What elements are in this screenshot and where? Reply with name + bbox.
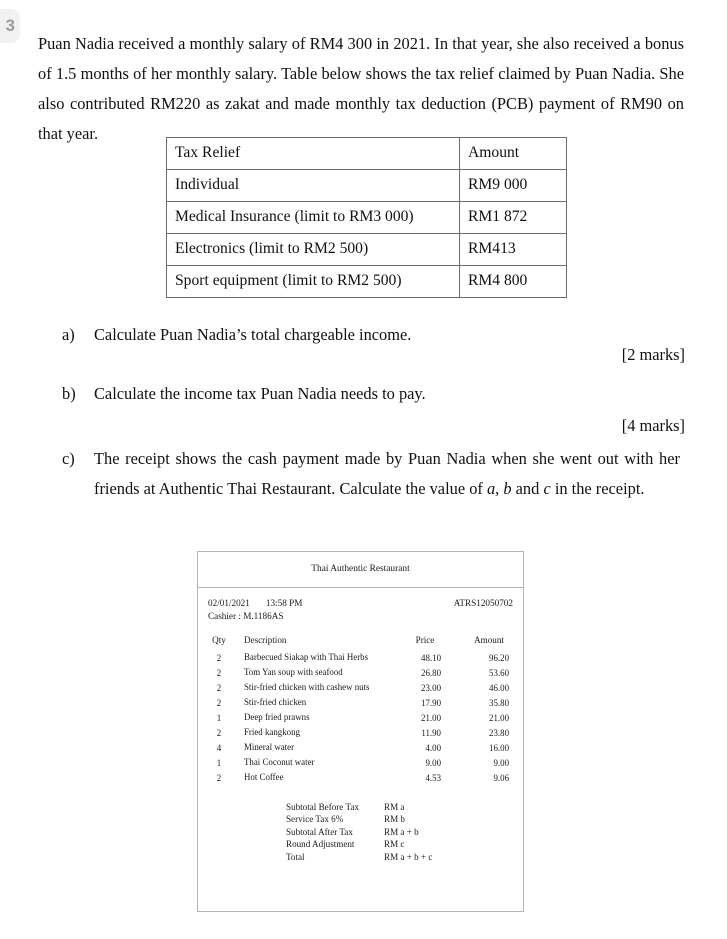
- item-description: Thai Coconut water: [244, 757, 315, 767]
- item-amount: 35.80: [489, 697, 509, 708]
- question-text-c-part2: in the receipt.: [550, 479, 645, 498]
- separator-comma: ,: [495, 479, 504, 498]
- question-text-a: Calculate Puan Nadia’s total chargeable income.: [94, 325, 412, 344]
- receipt-totals: [198, 801, 523, 863]
- item-amount: 53.60: [489, 667, 509, 678]
- variable-a: a: [486, 479, 496, 498]
- table-row: [167, 234, 567, 266]
- item-amount: 23.80: [489, 727, 509, 738]
- item-qty: 2: [216, 772, 222, 783]
- totals-row: [286, 813, 523, 825]
- relief-label: Electronics (limit to RM2 500): [167, 234, 460, 266]
- table-row: [167, 202, 567, 234]
- receipt-restaurant-name: Thai Authentic Restaurant: [198, 552, 523, 588]
- relief-amount: RM4 800: [460, 266, 567, 298]
- receipt-item-row: [198, 725, 523, 740]
- question-marker-a: a): [62, 325, 75, 344]
- item-description: Tom Yan soup with seafood: [244, 667, 343, 677]
- item-qty: 2: [216, 727, 222, 738]
- totals-row: [286, 838, 523, 850]
- marks-a: [2 marks]: [621, 345, 685, 364]
- variable-b: b: [503, 479, 512, 498]
- table-header-row: [167, 138, 567, 170]
- question-part-c: [62, 444, 680, 504]
- receipt-item-row: [198, 680, 523, 695]
- totals-label: Service Tax 6%: [286, 814, 344, 825]
- receipt-reference: ATRS12050702: [453, 598, 513, 608]
- item-description: Mineral water: [244, 742, 295, 752]
- totals-label: Total: [286, 851, 305, 862]
- relief-amount: RM1 872: [460, 202, 567, 234]
- table-row: [167, 266, 567, 298]
- item-qty: 2: [216, 652, 222, 663]
- header-amount: Amount: [474, 635, 504, 645]
- question-text-b: Calculate the income tax Puan Nadia needs to pay.: [94, 384, 426, 403]
- receipt-item-row: [198, 770, 523, 785]
- item-amount: 96.20: [489, 652, 509, 663]
- receipt-item-row: [198, 665, 523, 680]
- question-part-a: [62, 320, 662, 350]
- item-qty: 2: [216, 682, 222, 693]
- receipt-cashier: Cashier : M.1186AS: [208, 610, 284, 621]
- receipt-date: 02/01/2021: [208, 598, 250, 608]
- receipt-meta: [198, 588, 523, 626]
- item-description: Stir-fried chicken with cashew nuts: [244, 682, 370, 692]
- totals-label: Subtotal After Tax: [286, 826, 353, 837]
- totals-value: RM a: [384, 802, 405, 812]
- receipt-item-row: [198, 695, 523, 710]
- totals-row: [286, 826, 523, 838]
- totals-row: [286, 851, 523, 863]
- item-price: 26.80: [421, 667, 441, 678]
- header-price: Price: [415, 635, 435, 645]
- table-row: [167, 170, 567, 202]
- header-tax-relief: Tax Relief: [167, 138, 460, 170]
- item-price: 17.90: [421, 697, 441, 708]
- question-stem: Puan Nadia received a monthly salary of RM4 300 in 2021. In that year, she also received a bonus of 1.5 months of her monthly salary. Table below shows the tax relief claimed by Puan Nadia. She also contributed RM220 as zakat and made monthly tax deduction (PCB) payment of RM90 on that year.: [38, 34, 684, 144]
- receipt-item-row: [198, 710, 523, 725]
- item-price: 11.90: [421, 727, 441, 738]
- header-qty: Qty: [212, 635, 226, 645]
- item-amount: 46.00: [489, 682, 509, 693]
- item-qty: 4: [216, 742, 222, 753]
- question-number-badge: 3: [0, 9, 20, 43]
- item-price: 23.00: [421, 682, 441, 693]
- item-qty: 1: [216, 757, 222, 768]
- receipt-item-row: [198, 755, 523, 770]
- question-text-c: [94, 444, 680, 504]
- item-price: 4.53: [425, 772, 441, 783]
- item-price: 4.00: [425, 742, 441, 753]
- receipt-items-table: [198, 634, 523, 785]
- totals-value: RM a + b + c: [384, 851, 433, 862]
- totals-value: RM c: [384, 839, 405, 850]
- question-part-b: [62, 379, 662, 409]
- item-description: Deep fried prawns: [244, 712, 310, 722]
- totals-row: [286, 801, 523, 813]
- item-price: 21.00: [421, 712, 441, 723]
- relief-label: Individual: [167, 170, 460, 202]
- receipt-time: 13:58 PM: [265, 598, 303, 608]
- receipt-items-header-row: [198, 634, 523, 650]
- item-qty: 1: [216, 712, 222, 723]
- question-marker-b: b): [62, 384, 76, 403]
- totals-value: RM a + b: [384, 826, 419, 837]
- question-text-c-part1: The receipt shows the cash payment made by Puan Nadia when she went out with her friends at Authentic Thai Restaurant. Calculate the value of: [94, 449, 680, 498]
- item-description: Barbecued Siakap with Thai Herbs: [244, 652, 369, 662]
- item-amount: 9.06: [493, 772, 509, 783]
- item-qty: 2: [216, 667, 222, 678]
- variable-c: c: [543, 479, 551, 498]
- question-marker-c: c): [62, 449, 75, 468]
- receipt-item-row: [198, 650, 523, 665]
- item-amount: 9.00: [493, 757, 509, 768]
- totals-label: Round Adjustment: [286, 839, 355, 850]
- item-price: 48.10: [421, 652, 441, 663]
- item-qty: 2: [216, 697, 222, 708]
- item-amount: 16.00: [489, 742, 509, 753]
- relief-amount: RM9 000: [460, 170, 567, 202]
- item-description: Hot Coffee: [244, 772, 284, 782]
- header-amount: Amount: [460, 138, 567, 170]
- totals-value: RM b: [384, 814, 405, 825]
- restaurant-receipt: [197, 551, 524, 912]
- item-amount: 21.00: [489, 712, 509, 723]
- relief-amount: RM413: [460, 234, 567, 266]
- item-price: 9.00: [425, 757, 441, 768]
- receipt-item-row: [198, 740, 523, 755]
- header-description: Description: [244, 635, 287, 645]
- totals-label: Subtotal Before Tax: [286, 802, 359, 812]
- separator-and: and: [511, 479, 544, 498]
- item-description: Fried kangkong: [244, 727, 300, 737]
- tax-relief-table: [166, 137, 567, 298]
- marks-b: [4 marks]: [621, 416, 685, 435]
- item-description: Stir-fried chicken: [244, 697, 307, 707]
- relief-label: Sport equipment (limit to RM2 500): [167, 266, 460, 298]
- relief-label: Medical Insurance (limit to RM3 000): [167, 202, 460, 234]
